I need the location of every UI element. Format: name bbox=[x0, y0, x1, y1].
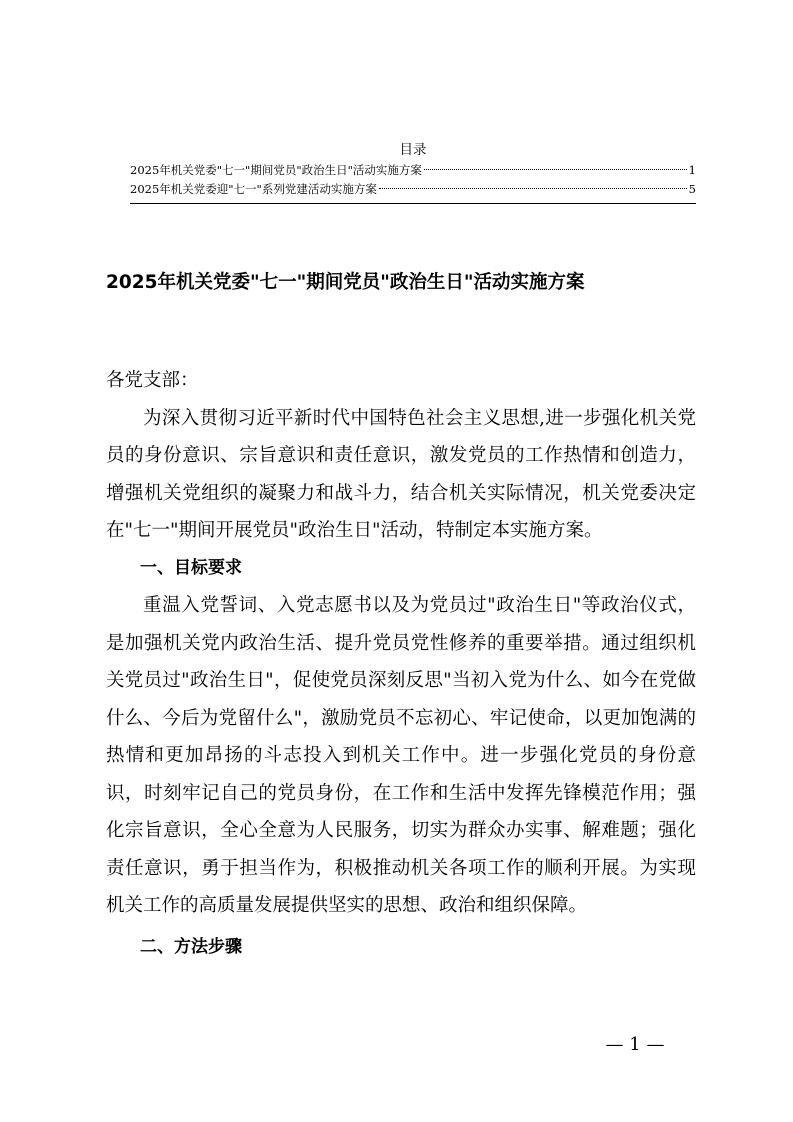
toc-leader-dots bbox=[379, 188, 687, 189]
toc-entry-text: 2025年机关党委"七一"期间党员"政治生日"活动实施方案 bbox=[130, 163, 422, 177]
toc-entry[interactable] bbox=[130, 180, 696, 199]
table-of-contents bbox=[130, 139, 696, 199]
toc-divider bbox=[130, 203, 696, 204]
section-heading-1: 一、目标要求 bbox=[140, 557, 242, 578]
intro-paragraph: 为深入贯彻习近平新时代中国特色社会主义思想,进一步强化机关党员的身份意识、宗旨意识和责任意识，激发党员的工作热情和创造力，增强机关党组织的凝聚力和战斗力，结合机关实际情况，机关党委决定在"七一"期间开展党员"政治生日"活动，特制定本实施方案。 bbox=[106, 407, 696, 541]
toc-entry-text: 2025年机关党委迎"七一"系列党建活动实施方案 bbox=[130, 182, 377, 196]
document-body bbox=[106, 362, 696, 966]
section-1-paragraph: 重温入党誓词、入党志愿书以及为党员过"政治生日"等政治仪式，是加强机关党内政治生活、提升党员党性修养的重要举措。通过组织机关党员过"政治生日"，促使党员深刻反思"当初入党为什么、如今在党做什么、今后为党留什么"，激励党员不忘初心、牢记使命，以更加饱满的热情和更加昂扬的斗志投入到机关工作中。进一步强化党员的身份意识，时刻牢记自己的党员身份，在工作和生活中发挥先锋模范作用；强化宗旨意识，全心全意为人民服务，切实为群众办实事、解难题；强化责任意识，勇于担当作为，积极推动机关各项工作的顺利开展。为实现机关工作的高质量发展提供坚实的思想、政治和组织保障。 bbox=[106, 595, 696, 916]
toc-entry-page: 1 bbox=[688, 163, 696, 177]
toc-title: 目录 bbox=[399, 142, 427, 158]
section-heading-2: 二、方法步骤 bbox=[140, 936, 242, 957]
document-title: 2025年机关党委"七一"期间党员"政治生日"活动实施方案 bbox=[106, 272, 585, 293]
toc-entry[interactable] bbox=[130, 161, 696, 180]
toc-entry-page: 5 bbox=[688, 182, 696, 196]
toc-leader-dots bbox=[424, 169, 687, 170]
page-number: — 1 — bbox=[605, 1034, 665, 1055]
salutation: 各党支部： bbox=[106, 370, 199, 391]
